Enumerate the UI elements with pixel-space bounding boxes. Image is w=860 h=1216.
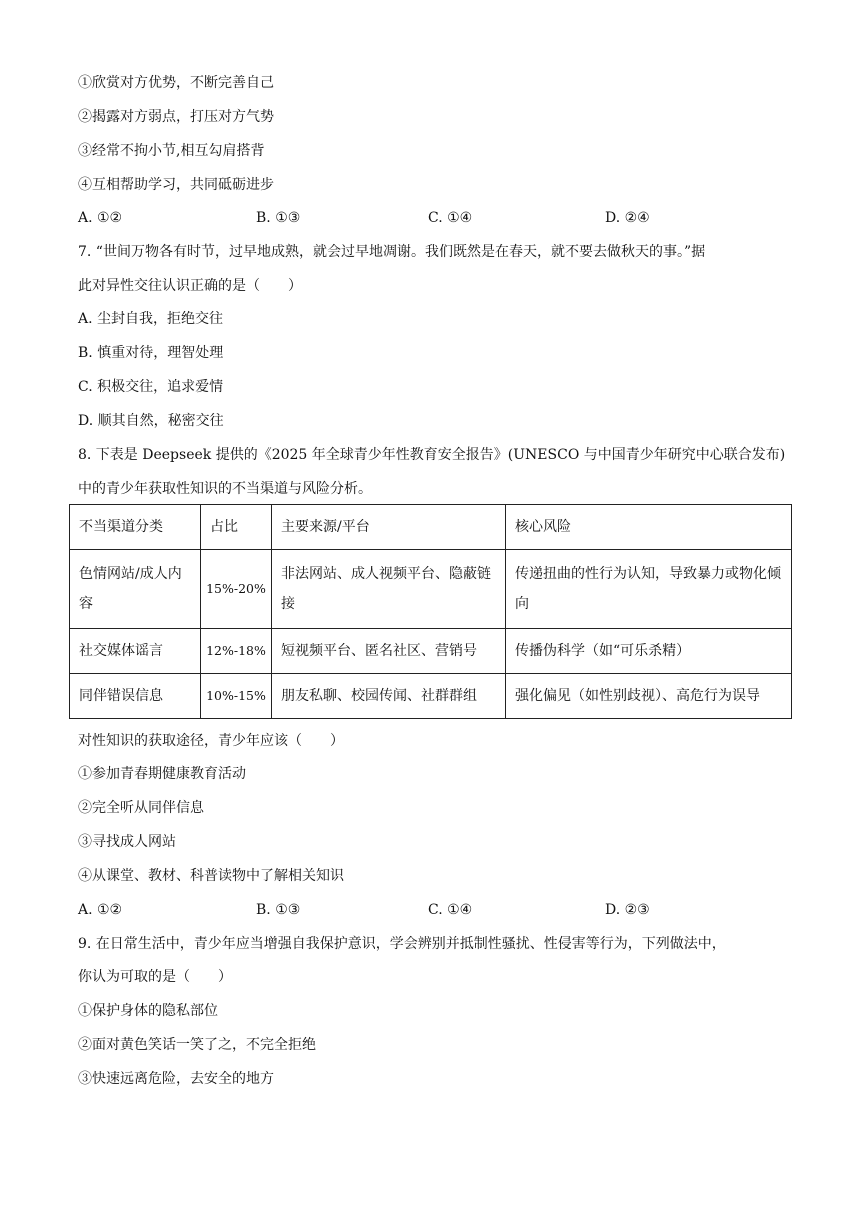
table-cell: 传播伪科学（如“可乐杀精） xyxy=(506,629,792,674)
q8-choice-d[interactable]: D. ②③ xyxy=(605,902,650,918)
q8-statement-2: ②完全听从同伴信息 xyxy=(78,800,204,816)
q6-choice-d[interactable]: D. ②④ xyxy=(605,210,650,226)
q6-choices xyxy=(78,208,778,228)
q6-statement-3: ③经常不拘小节,相互勾肩搭背 xyxy=(78,143,265,159)
table-cell: 15%-20% xyxy=(201,550,272,629)
table-cell: 非法网站、成人视频平台、隐蔽链接 xyxy=(272,550,506,629)
q8-question: 对性知识的获取途径，青少年应该（ ） xyxy=(78,733,344,749)
q7-stem-line1: 7. “世间万物各有时节，过早地成熟，就会过早地凋谢。我们既然是在春天，就不要去做秋天的事。”据 xyxy=(78,244,706,260)
q8-choices xyxy=(78,900,778,920)
table-row xyxy=(70,629,792,674)
q9-stem-line2: 你认为可取的是（ ） xyxy=(78,969,232,985)
q7-choice-b[interactable]: B. 慎重对待，理智处理 xyxy=(78,345,224,361)
table-cell: 朋友私聊、校园传闻、社群群组 xyxy=(272,674,506,719)
q8-stem-line1: 8. 下表是 Deepseek 提供的《2025 年全球青少年性教育安全报告》(UNESCO 与中国青少年研究中心联合发布) xyxy=(78,447,786,463)
table-header-cell: 核心风险 xyxy=(506,505,792,550)
q9-stem-line1: 9. 在日常生活中，青少年应当增强自我保护意识，学会辨别并抵制性骚扰、性侵害等行为，下列做法中， xyxy=(78,936,726,952)
q8-statement-3: ③寻找成人网站 xyxy=(78,834,176,850)
q7-stem-line2: 此对异性交往认识正确的是（ ） xyxy=(78,278,302,294)
table-cell: 强化偏见（如性别歧视）、高危行为误导 xyxy=(506,674,792,719)
table-header-cell: 主要来源/平台 xyxy=(272,505,506,550)
q7-choice-c[interactable]: C. 积极交往，追求爱情 xyxy=(78,379,224,395)
table-cell: 色情网站/成人内容 xyxy=(70,550,201,629)
table-row xyxy=(70,550,792,629)
table-cell: 短视频平台、匿名社区、营销号 xyxy=(272,629,506,674)
q9-statement-2: ②面对黄色笑话一笑了之，不完全拒绝 xyxy=(78,1037,316,1053)
q8-choice-c[interactable]: C. ①④ xyxy=(428,902,473,918)
q6-statement-1: ①欣赏对方优势，不断完善自己 xyxy=(78,75,274,91)
risk-table xyxy=(69,504,792,719)
table-header-cell: 不当渠道分类 xyxy=(70,505,201,550)
table-cell: 社交媒体谣言 xyxy=(70,629,201,674)
q9-statement-3: ③快速远离危险，去安全的地方 xyxy=(78,1071,274,1087)
table-cell: 12%-18% xyxy=(201,629,272,674)
q6-statement-2: ②揭露对方弱点，打压对方气势 xyxy=(78,109,274,125)
q9-statement-1: ①保护身体的隐私部位 xyxy=(78,1003,218,1019)
q7-choice-d[interactable]: D. 顺其自然，秘密交往 xyxy=(78,413,224,429)
table-header-cell: 占比 xyxy=(201,505,272,550)
table-row xyxy=(70,674,792,719)
table-cell: 10%-15% xyxy=(201,674,272,719)
table-cell: 同伴错误信息 xyxy=(70,674,201,719)
q7-choice-a[interactable]: A. 尘封自我，拒绝交往 xyxy=(78,311,224,327)
q6-choice-a[interactable]: A. ①② xyxy=(78,210,123,226)
q6-statement-4: ④互相帮助学习，共同砥砺进步 xyxy=(78,177,274,193)
table-cell: 传递扭曲的性行为认知，导致暴力或物化倾向 xyxy=(506,550,792,629)
q8-statement-4: ④从课堂、教材、科普读物中了解相关知识 xyxy=(78,868,344,884)
q6-choice-b[interactable]: B. ①③ xyxy=(256,210,301,226)
q8-statement-1: ①参加青春期健康教育活动 xyxy=(78,766,246,782)
q8-stem-line2: 中的青少年获取性知识的不当渠道与风险分析。 xyxy=(78,481,372,497)
table-header-row xyxy=(70,505,792,550)
q8-choice-b[interactable]: B. ①③ xyxy=(256,902,301,918)
q6-choice-c[interactable]: C. ①④ xyxy=(428,210,473,226)
q8-choice-a[interactable]: A. ①② xyxy=(78,902,123,918)
